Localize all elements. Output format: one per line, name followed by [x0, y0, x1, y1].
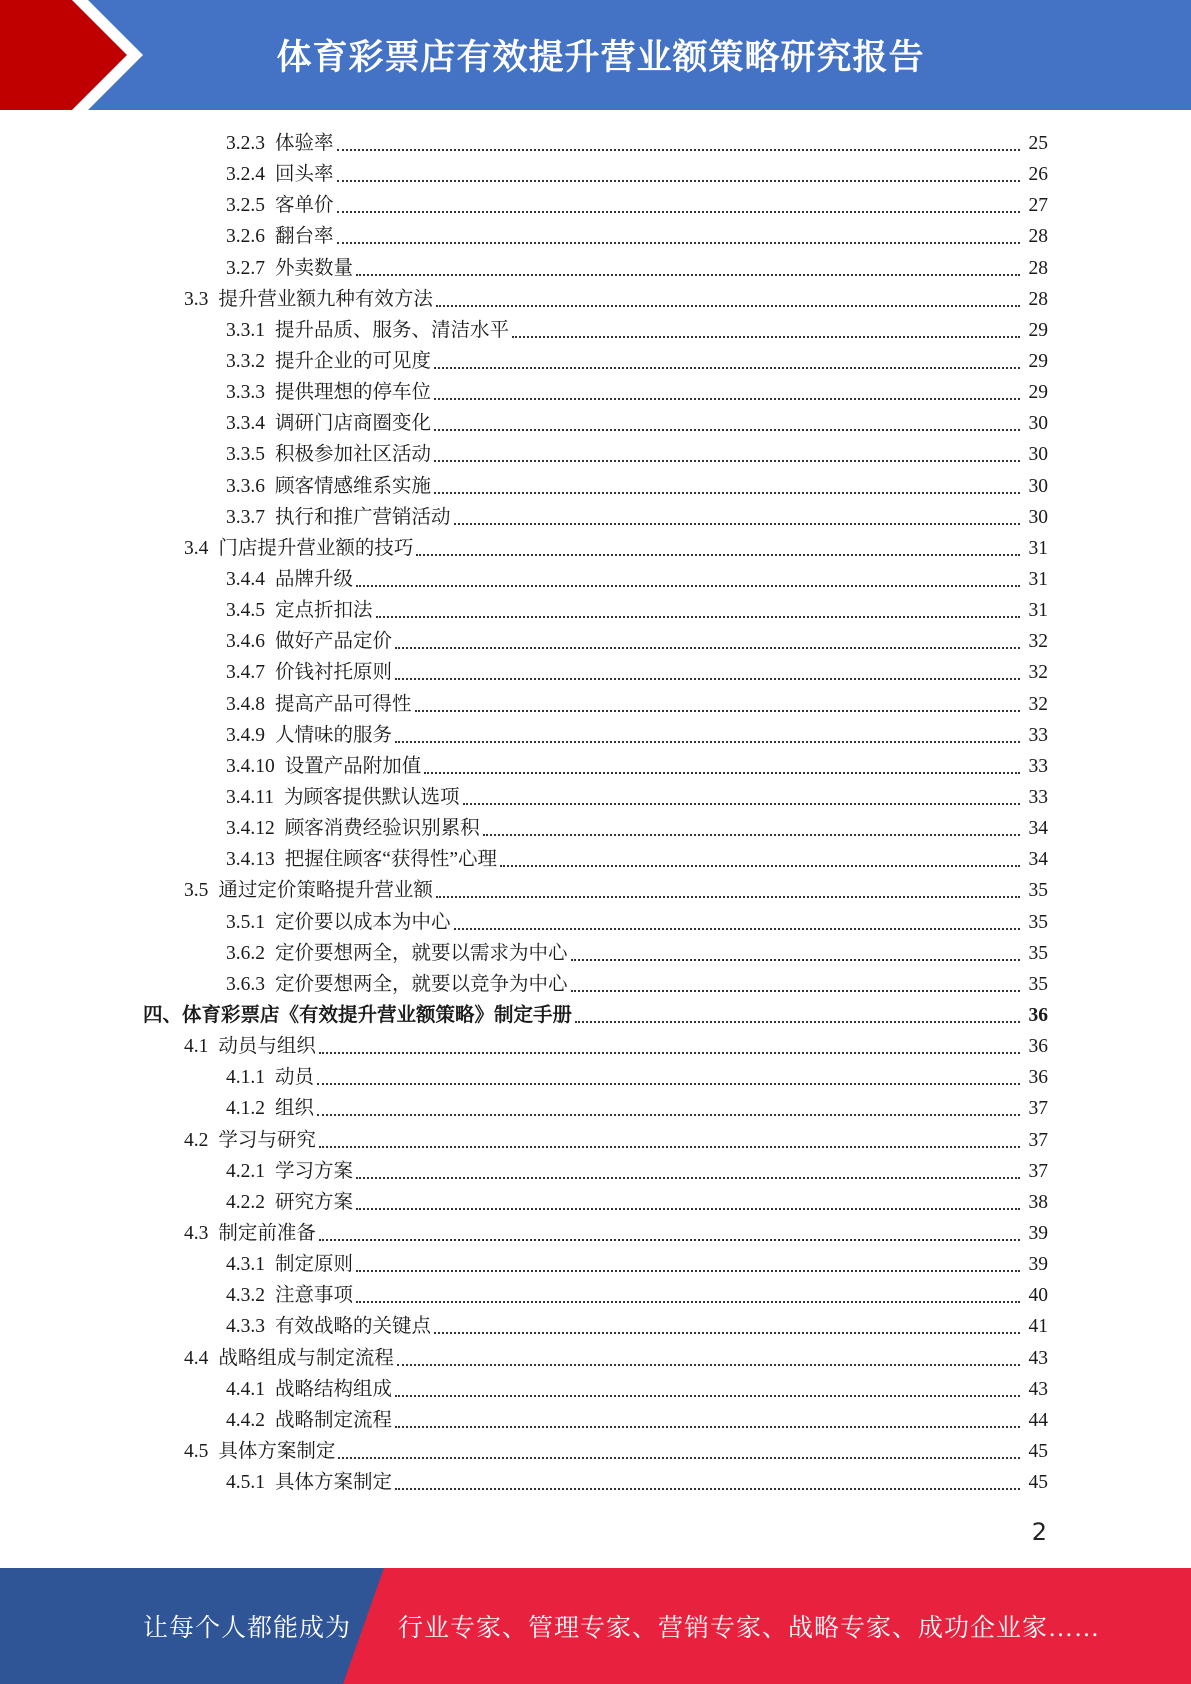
toc-dot-leader: [395, 1487, 1020, 1490]
toc-entry[interactable]: [0, 128, 1191, 159]
toc-entry-number: 3.2.5: [226, 195, 265, 217]
toc-entry-page: 37: [1028, 1129, 1048, 1151]
toc-entry[interactable]: [0, 875, 1191, 906]
toc-entry-page: 26: [1028, 164, 1048, 186]
toc-entry[interactable]: [0, 595, 1191, 626]
toc-entry-title: 制定原则: [275, 1254, 354, 1276]
toc-dot-leader: [416, 553, 1020, 556]
toc-entry-number: 3.2.4: [226, 164, 265, 186]
toc-entry[interactable]: [0, 159, 1191, 190]
toc-entry-title: 定价要想两全，就要以需求为中心: [275, 942, 568, 964]
toc-entry-title: 提高产品可得性: [275, 693, 412, 715]
toc-entry-number: 3.4.6: [226, 631, 265, 653]
toc-entry[interactable]: [0, 1218, 1191, 1249]
toc-dot-leader: [436, 895, 1020, 898]
toc-entry-title: 提升品质、服务、清洁水平: [275, 319, 510, 341]
toc-entry-number: 3.4.9: [226, 724, 265, 746]
toc-entry-title: 注意事项: [275, 1285, 354, 1307]
toc-dot-leader: [338, 1456, 1020, 1459]
toc-entry-title: 组织: [275, 1098, 315, 1120]
toc-entry-title: 外卖数量: [275, 257, 354, 279]
toc-entry-title: 定点折扣法: [275, 600, 373, 622]
page-number: 2: [1031, 1518, 1047, 1546]
toc-entry-title: 战略制定流程: [275, 1409, 393, 1431]
toc-entry[interactable]: [0, 190, 1191, 221]
toc-entry-page: 37: [1028, 1098, 1048, 1120]
toc-entry-page: 41: [1028, 1316, 1048, 1338]
toc-entry-number: 3.4: [184, 537, 209, 559]
toc-entry-title: 动员与组织: [218, 1036, 316, 1058]
toc-entry-page: 33: [1028, 787, 1048, 809]
table-of-contents: [0, 128, 1191, 1498]
toc-entry-number: 3.3.5: [226, 444, 265, 466]
toc-entry-number: 3.6.3: [226, 973, 265, 995]
toc-entry-number: 3.4.11: [226, 787, 275, 809]
toc-entry-title: 四、体育彩票店《有效提升营业额策略》制定手册: [143, 1005, 573, 1026]
toc-entry-page: 35: [1028, 880, 1048, 902]
toc-entry-page: 29: [1028, 351, 1048, 373]
toc-entry-number: 3.5: [184, 880, 209, 902]
toc-dot-leader: [434, 459, 1020, 462]
toc-dot-leader: [434, 491, 1020, 494]
toc-entry-page: 37: [1028, 1160, 1048, 1182]
page-header: [0, 0, 1191, 110]
toc-entry-number: 4.3: [184, 1222, 209, 1244]
toc-entry-number: 4.3.3: [226, 1316, 265, 1338]
toc-dot-leader: [319, 1145, 1020, 1148]
toc-entry-number: 3.3.4: [226, 413, 265, 435]
toc-entry-page: 31: [1028, 600, 1048, 622]
toc-entry-page: 43: [1028, 1378, 1048, 1400]
toc-entry-title: 定价要以成本为中心: [275, 911, 451, 933]
toc-entry-page: 27: [1028, 195, 1048, 217]
toc-entry-number: 3.4.8: [226, 693, 265, 715]
toc-dot-leader: [337, 148, 1020, 151]
toc-entry[interactable]: [0, 471, 1191, 502]
toc-entry-number: 4.2.2: [226, 1191, 265, 1213]
toc-dot-leader: [454, 522, 1020, 525]
toc-entry-title: 具体方案制定: [275, 1472, 393, 1494]
toc-entry-page: 31: [1028, 569, 1048, 591]
toc-entry-number: 3.2.7: [226, 257, 265, 279]
toc-entry-title: 客单价: [275, 195, 334, 217]
toc-entry[interactable]: [0, 657, 1191, 688]
toc-entry[interactable]: [0, 720, 1191, 751]
toc-entry[interactable]: [0, 439, 1191, 470]
toc-entry-title: 提升企业的可见度: [275, 351, 432, 373]
footer-slogan-right: 行业专家、管理专家、营销专家、战略专家、成功企业家……: [398, 1615, 1101, 1642]
toc-entry-number: 4.4.1: [226, 1378, 265, 1400]
toc-entry-page: 32: [1028, 662, 1048, 684]
toc-entry-page: 45: [1028, 1472, 1048, 1494]
toc-entry-page: 38: [1028, 1191, 1048, 1213]
toc-entry[interactable]: [0, 1374, 1191, 1405]
toc-entry-number: 4.1: [184, 1036, 209, 1058]
toc-entry-title: 翻台率: [275, 226, 334, 248]
toc-entry-page: 39: [1028, 1222, 1048, 1244]
toc-entry-title: 做好产品定价: [275, 631, 393, 653]
toc-entry-title: 执行和推广营销活动: [275, 506, 451, 528]
toc-entry[interactable]: [0, 1311, 1191, 1342]
toc-entry[interactable]: [0, 1000, 1191, 1031]
toc-entry[interactable]: [0, 564, 1191, 595]
toc-dot-leader: [356, 1176, 1020, 1179]
toc-dot-leader: [575, 1020, 1020, 1023]
toc-dot-leader: [483, 833, 1020, 836]
toc-entry-number: 3.4.12: [226, 818, 275, 840]
toc-entry-page: 29: [1028, 382, 1048, 404]
toc-entry-page: 35: [1028, 942, 1048, 964]
toc-dot-leader: [317, 1113, 1020, 1116]
toc-entry-number: 4.3.2: [226, 1285, 265, 1307]
toc-entry-title: 战略结构组成: [275, 1378, 393, 1400]
toc-entry[interactable]: [0, 689, 1191, 720]
toc-entry[interactable]: [0, 1405, 1191, 1436]
toc-entry[interactable]: [0, 1467, 1191, 1498]
toc-entry-page: 40: [1028, 1285, 1048, 1307]
toc-entry-page: 28: [1028, 288, 1048, 310]
toc-dot-leader: [415, 709, 1020, 712]
toc-entry-page: 36: [1028, 1036, 1048, 1058]
toc-entry[interactable]: [0, 1062, 1191, 1093]
toc-entry[interactable]: [0, 502, 1191, 533]
toc-entry-title: 提升营业额九种有效方法: [218, 288, 433, 310]
toc-dot-leader: [395, 1425, 1020, 1428]
toc-entry-number: 4.1.1: [226, 1067, 265, 1089]
toc-entry[interactable]: [0, 1187, 1191, 1218]
toc-dot-leader: [395, 1394, 1020, 1397]
toc-entry-number: 3.3.3: [226, 382, 265, 404]
toc-dot-leader: [376, 615, 1020, 618]
toc-entry[interactable]: [0, 1156, 1191, 1187]
toc-entry-page: 36: [1028, 1005, 1048, 1026]
toc-entry-number: 3.3.1: [226, 319, 265, 341]
toc-entry[interactable]: [0, 907, 1191, 938]
toc-entry-number: 3.4.7: [226, 662, 265, 684]
toc-dot-leader: [395, 646, 1020, 649]
toc-entry-number: 3.3: [184, 288, 209, 310]
toc-entry[interactable]: [0, 1031, 1191, 1062]
toc-entry-title: 学习方案: [275, 1160, 354, 1182]
toc-entry-page: 35: [1028, 911, 1048, 933]
toc-dot-leader: [424, 771, 1020, 774]
toc-dot-leader: [397, 1363, 1020, 1366]
header-arrow-decoration: [0, 0, 160, 110]
toc-entry-number: 3.4.4: [226, 569, 265, 591]
toc-entry-page: 25: [1028, 133, 1048, 155]
toc-entry-page: 39: [1028, 1254, 1048, 1276]
toc-entry-page: 31: [1028, 537, 1048, 559]
toc-entry[interactable]: [0, 751, 1191, 782]
toc-dot-leader: [395, 740, 1020, 743]
toc-dot-leader: [434, 428, 1020, 431]
toc-entry[interactable]: [0, 377, 1191, 408]
toc-entry-title: 动员: [275, 1067, 315, 1089]
toc-entry-page: 33: [1028, 724, 1048, 746]
toc-dot-leader: [434, 366, 1020, 369]
toc-entry-number: 3.3.2: [226, 351, 265, 373]
toc-entry[interactable]: [0, 408, 1191, 439]
toc-entry-number: 4.4: [184, 1347, 209, 1369]
toc-dot-leader: [436, 304, 1020, 307]
toc-entry[interactable]: [0, 1093, 1191, 1124]
toc-entry-page: 34: [1028, 818, 1048, 840]
toc-entry-page: 30: [1028, 506, 1048, 528]
toc-entry-title: 研究方案: [275, 1191, 354, 1213]
toc-entry-title: 通过定价策略提升营业额: [218, 880, 433, 902]
toc-entry-title: 学习与研究: [218, 1129, 316, 1151]
footer-slogan-left: 让每个人都能成为: [143, 1615, 352, 1642]
toc-dot-leader: [317, 1082, 1020, 1085]
toc-entry-page: 30: [1028, 413, 1048, 435]
toc-entry[interactable]: [0, 969, 1191, 1000]
toc-entry-title: 调研门店商圈变化: [275, 413, 432, 435]
toc-entry-number: 3.4.13: [226, 849, 275, 871]
toc-entry-page: 33: [1028, 755, 1048, 777]
toc-entry-number: 3.4.10: [226, 755, 275, 777]
toc-entry-number: 4.5.1: [226, 1472, 265, 1494]
toc-entry[interactable]: [0, 1249, 1191, 1280]
toc-dot-leader: [512, 335, 1020, 338]
toc-entry-number: 4.3.1: [226, 1254, 265, 1276]
toc-entry-page: 29: [1028, 319, 1048, 341]
toc-entry-number: 3.6.2: [226, 942, 265, 964]
toc-dot-leader: [395, 677, 1020, 680]
toc-entry-number: 4.1.2: [226, 1098, 265, 1120]
toc-entry-number: 3.2.6: [226, 226, 265, 248]
toc-dot-leader: [571, 989, 1020, 992]
toc-dot-leader: [356, 1207, 1020, 1210]
toc-entry-page: 32: [1028, 631, 1048, 653]
toc-entry[interactable]: [0, 253, 1191, 284]
toc-entry[interactable]: [0, 284, 1191, 315]
toc-entry-title: 积极参加社区活动: [275, 444, 432, 466]
toc-entry-title: 提供理想的停车位: [275, 382, 432, 404]
toc-entry-number: 4.2: [184, 1129, 209, 1151]
toc-entry-page: 28: [1028, 226, 1048, 248]
toc-entry-title: 顾客情感维系实施: [275, 475, 432, 497]
toc-entry-number: 3.3.6: [226, 475, 265, 497]
toc-entry-number: 3.4.5: [226, 600, 265, 622]
toc-dot-leader: [356, 1269, 1020, 1272]
toc-dot-leader: [337, 241, 1020, 244]
toc-entry-page: 44: [1028, 1409, 1048, 1431]
toc-entry-title: 把握住顾客“获得性”心理: [284, 849, 498, 871]
toc-dot-leader: [337, 179, 1020, 182]
toc-entry-title: 门店提升营业额的技巧: [218, 537, 414, 559]
toc-entry[interactable]: [0, 1280, 1191, 1311]
toc-entry-title: 为顾客提供默认选项: [284, 787, 460, 809]
toc-entry-title: 顾客消费经验识别累积: [284, 818, 480, 840]
document-title: 体育彩票店有效提升营业额策略研究报告: [276, 38, 925, 78]
toc-entry-title: 价钱衬托原则: [275, 662, 393, 684]
toc-entry[interactable]: [0, 626, 1191, 657]
toc-entry[interactable]: [0, 346, 1191, 377]
toc-entry-title: 人情味的服务: [275, 724, 393, 746]
toc-dot-leader: [434, 397, 1020, 400]
toc-entry-number: 4.5: [184, 1440, 209, 1462]
toc-entry-title: 定价要想两全，就要以竞争为中心: [275, 973, 568, 995]
toc-entry-page: 45: [1028, 1440, 1048, 1462]
toc-dot-leader: [356, 273, 1020, 276]
toc-entry-page: 32: [1028, 693, 1048, 715]
toc-dot-leader: [319, 1238, 1020, 1241]
toc-entry-title: 战略组成与制定流程: [218, 1347, 394, 1369]
toc-entry[interactable]: [0, 938, 1191, 969]
toc-entry-title: 品牌升级: [275, 569, 354, 591]
toc-dot-leader: [356, 584, 1020, 587]
toc-entry-page: 34: [1028, 849, 1048, 871]
page-footer: [0, 1568, 1191, 1684]
toc-entry-title: 设置产品附加值: [284, 755, 422, 777]
toc-entry-number: 3.5.1: [226, 911, 265, 933]
toc-entry-title: 体验率: [275, 133, 334, 155]
toc-entry-title: 制定前准备: [218, 1222, 316, 1244]
toc-dot-leader: [337, 210, 1020, 213]
toc-entry-title: 具体方案制定: [218, 1440, 336, 1462]
toc-entry-number: 3.3.7: [226, 506, 265, 528]
toc-entry[interactable]: [0, 1436, 1191, 1467]
toc-entry-page: 35: [1028, 973, 1048, 995]
toc-entry[interactable]: [0, 221, 1191, 252]
toc-entry-number: 3.2.3: [226, 133, 265, 155]
toc-dot-leader: [454, 927, 1020, 930]
toc-entry[interactable]: [0, 533, 1191, 564]
toc-entry[interactable]: [0, 315, 1191, 346]
toc-dot-leader: [319, 1051, 1020, 1054]
toc-entry-page: 43: [1028, 1347, 1048, 1369]
toc-entry[interactable]: [0, 782, 1191, 813]
toc-entry-number: 4.2.1: [226, 1160, 265, 1182]
toc-entry[interactable]: [0, 813, 1191, 844]
toc-entry-page: 28: [1028, 257, 1048, 279]
toc-dot-leader: [356, 1300, 1020, 1303]
toc-dot-leader: [571, 958, 1020, 961]
toc-entry[interactable]: [0, 1342, 1191, 1373]
toc-entry-title: 回头率: [275, 164, 334, 186]
toc-dot-leader: [434, 1331, 1020, 1334]
toc-dot-leader: [463, 802, 1020, 805]
toc-entry-title: 有效战略的关键点: [275, 1316, 432, 1338]
toc-entry-page: 30: [1028, 475, 1048, 497]
toc-entry-page: 36: [1028, 1067, 1048, 1089]
toc-entry[interactable]: [0, 844, 1191, 875]
toc-entry-number: 4.4.2: [226, 1409, 265, 1431]
toc-entry-page: 30: [1028, 444, 1048, 466]
toc-dot-leader: [500, 864, 1020, 867]
toc-entry[interactable]: [0, 1125, 1191, 1156]
